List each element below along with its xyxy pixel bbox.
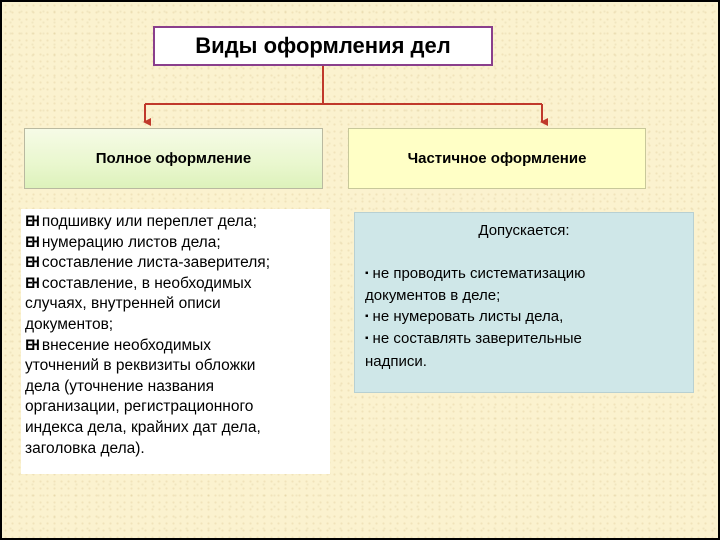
full-processing-list <box>21 209 330 474</box>
list-item: ▪ не составлять заверительные надписи. <box>365 330 582 370</box>
partial-processing-label: Частичное оформление <box>407 150 587 167</box>
list-item: ▪ не проводить систематизацию документов в деле; <box>365 264 586 304</box>
list-marker-icon: ЕН <box>25 234 38 251</box>
list-item: ЕН нумерацию листов дела; <box>25 233 221 251</box>
list-marker-icon: ЕН <box>25 214 38 230</box>
list-item: ЕН подшивку или переплет дела; <box>25 213 257 230</box>
list-marker-icon: ЕН <box>25 275 38 292</box>
list-marker-icon: ЕН <box>25 255 38 272</box>
diagram-title: Виды оформления дел <box>153 26 493 66</box>
list-item: ЕН внесение необходимых уточнений в реквизиты обложки дела (уточнение названия организации, регистрационного индекса дела, крайних дат дела, заголовка дела). <box>25 336 261 457</box>
partial-processing-box <box>348 128 646 189</box>
square-bullet-icon: ▪ <box>365 310 369 322</box>
list-item: ЕН составление листа-заверителя; <box>25 254 271 272</box>
list-item: ▪ не нумеровать листы дела, <box>365 307 564 325</box>
list-marker-icon: ЕН <box>25 337 38 354</box>
allowed-heading: Допускается: <box>478 222 570 239</box>
square-bullet-icon: ▪ <box>365 333 369 344</box>
square-bullet-icon: ▪ <box>365 267 369 279</box>
full-processing-label: Полное оформление <box>95 150 252 167</box>
full-processing-box <box>24 128 323 189</box>
partial-processing-list <box>354 212 694 393</box>
list-item: ЕН составление, в необходимых случаях, внутренней описи документов; <box>25 274 252 333</box>
